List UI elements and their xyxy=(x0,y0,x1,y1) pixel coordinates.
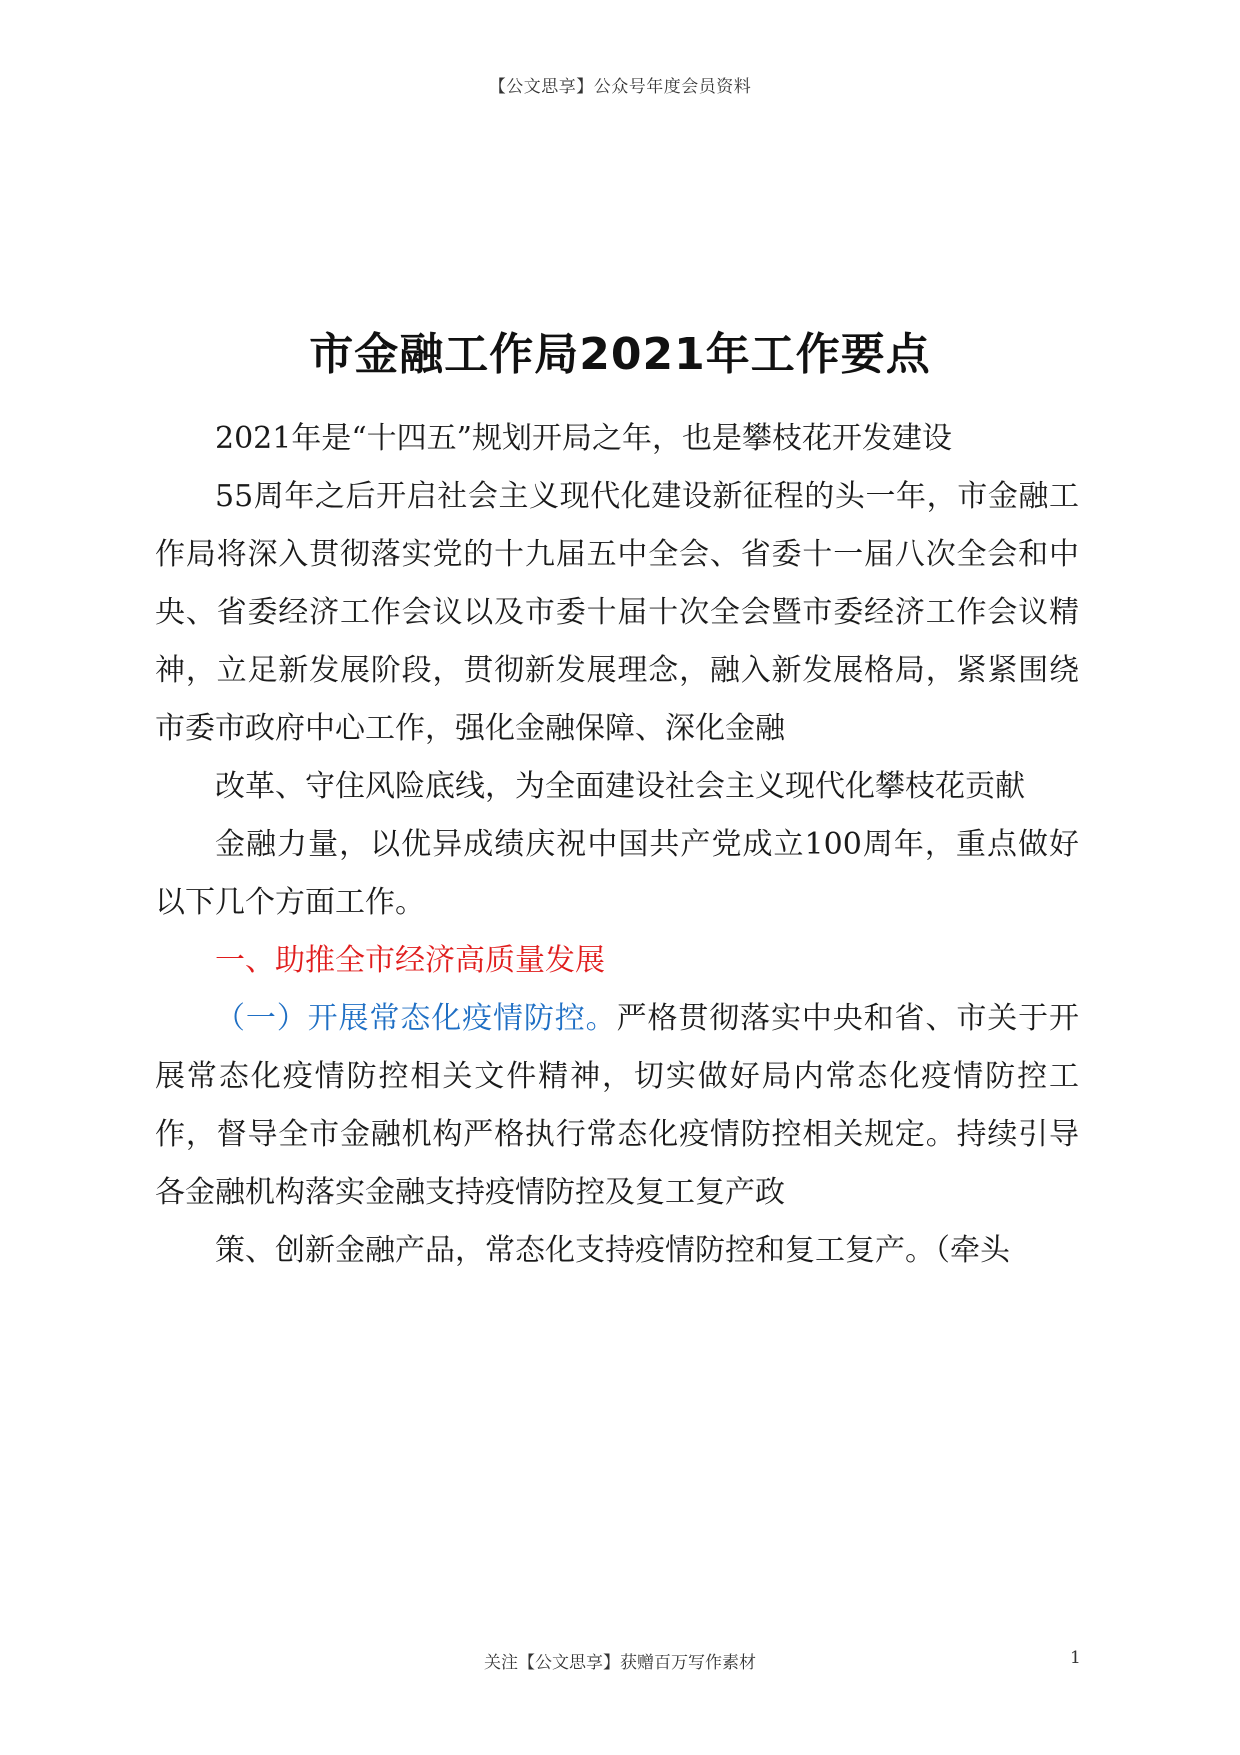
page-header: 【公文思享】公众号年度会员资料 xyxy=(488,77,752,97)
paragraph: 2021年是“十四五”规划开局之年，也是攀枝花开发建设 xyxy=(215,421,953,456)
subsection-heading: （一）开展常态化疫情防控。 xyxy=(215,1001,617,1036)
section-heading: 一、助推全市经济高质量发展 xyxy=(215,943,605,978)
document-title: 市金融工作局2021年工作要点 xyxy=(309,329,931,380)
paragraph: 策、创新金融产品，常态化支持疫情防控和复工复产。（牵头 xyxy=(215,1233,1010,1268)
page-number: 1 xyxy=(1070,1648,1081,1668)
document-body xyxy=(155,410,1079,1280)
paragraph xyxy=(155,990,1079,1222)
page-footer: 关注【公文思享】获赠百万写作素材 xyxy=(484,1653,756,1673)
paragraph: 改革、守住风险底线，为全面建设社会主义现代化攀枝花贡献 xyxy=(215,769,1025,804)
paragraph: 金融力量，以优异成绩庆祝中国共产党成立100周年，重点做好以下几个方面工作。 xyxy=(155,827,1079,920)
paragraph: 55周年之后开启社会主义现代化建设新征程的头一年，市金融工作局将深入贯彻落实党的十九届五中全会、省委十一届八次全会和中央、省委经济工作会议以及市委十届十次全会暨市委经济工作会议精神，立足新发展阶段，贯彻新发展理念，融入新发展格局，紧紧围绕市委市政府中心工作，强化金融保障、深化金融 xyxy=(155,479,1079,746)
paragraph-text: 严格贯彻落实中央和省、市关于开展常态化疫情防控相关文件精神，切实做好局内常态化疫情防控工作，督导全市金融机构严格执行常态化疫情防控相关规定。持续引导各金融机构落实金融支持疫情防控及复工复产政 xyxy=(155,1001,1080,1210)
